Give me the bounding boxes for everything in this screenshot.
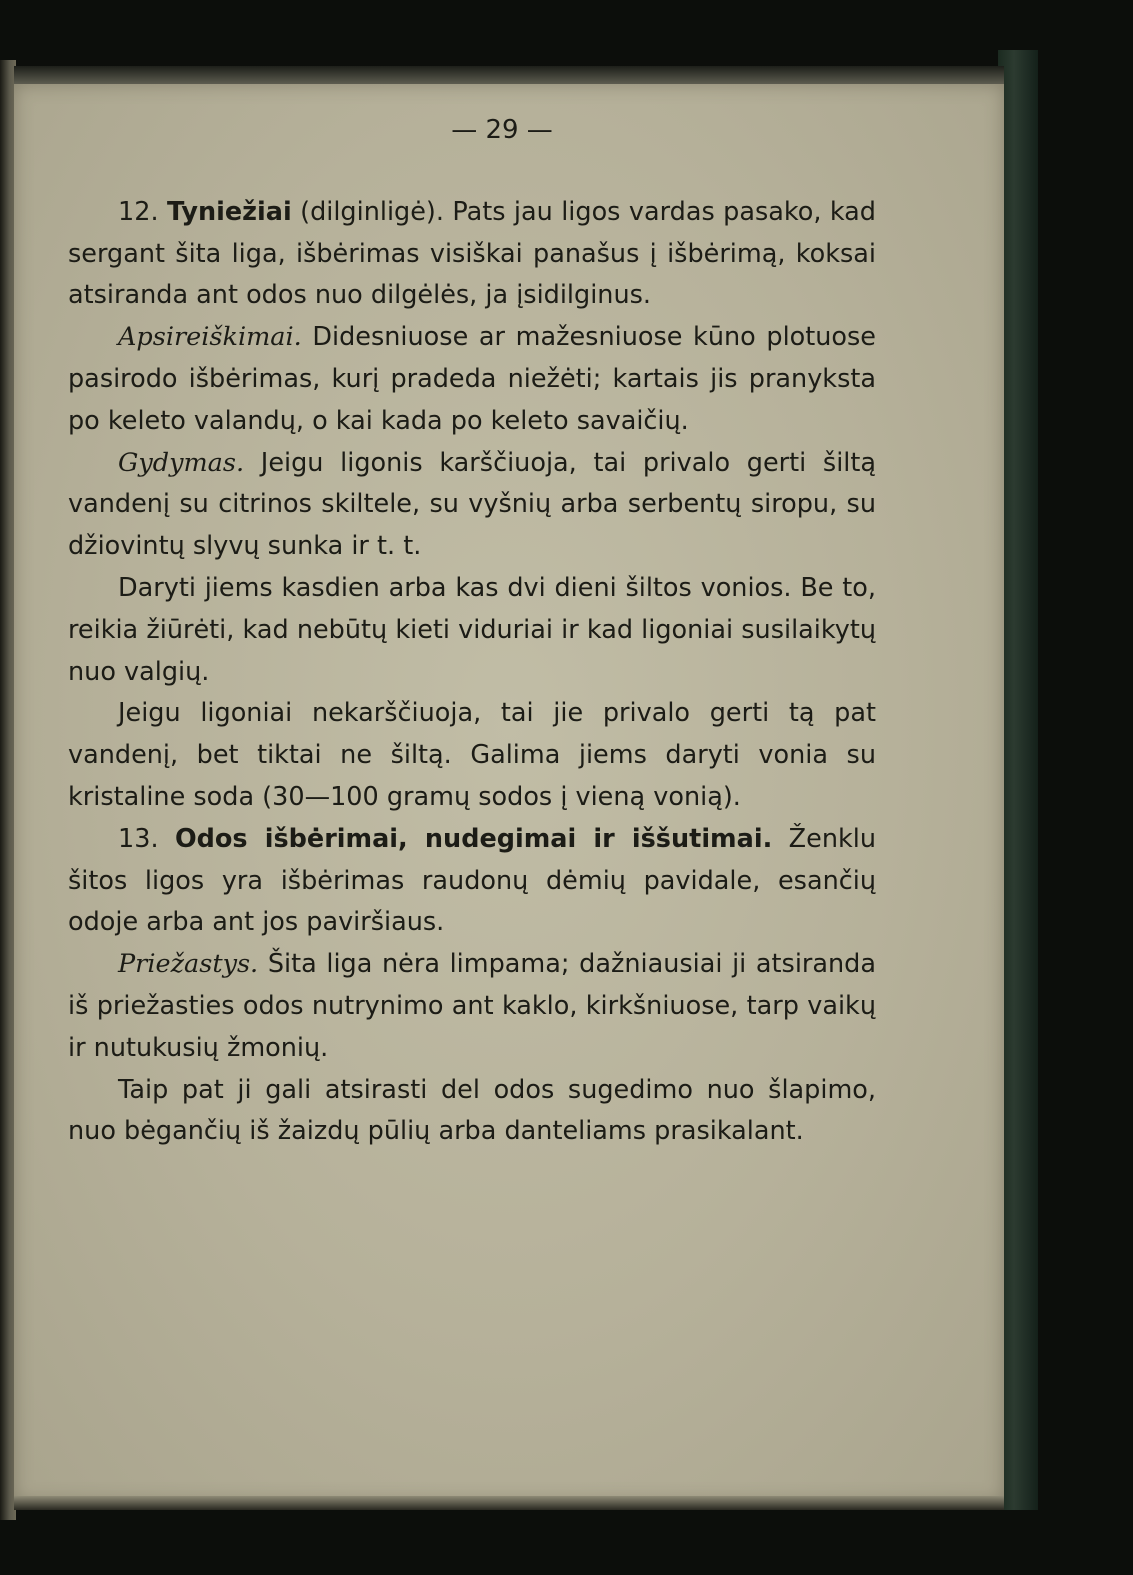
section-13-number: 13. xyxy=(118,823,159,854)
symptoms-heading: Apsireiškimai. xyxy=(118,322,302,353)
page-bottom-shadow xyxy=(14,1496,1004,1510)
section-12-number: 12. xyxy=(118,196,159,227)
book-cover-right-edge xyxy=(998,50,1038,1510)
section-12-title-rest: (dilginligė). Pats jau ligos vardas pasako, kad sergant šita liga, išbėrimas visiškai panašus į išbėrimą, koksai atsiranda ant odos nuo dilgėlės, ja įsidilginus. xyxy=(68,196,876,311)
causes-heading: Priežastys. xyxy=(118,949,259,980)
section-12-title: Tyniežiai xyxy=(166,196,292,227)
causes-paragraph xyxy=(68,944,876,1069)
no-fever-paragraph: Jeigu ligoniai nekarščiuoja, tai jie privalo gerti tą pat vandenį, bet tiktai ne šiltą. Galima jiems daryti vonia su kristaline soda (30—100 gramų sodos į vieną vonią). xyxy=(68,698,876,812)
bath-paragraph: Daryti jiems kasdien arba kas dvi dieni šiltos vonios. Be to, reikia žiūrėti, kad nebūtų kieti viduriai ir kad ligoniai susilaikytų nuo valgių. xyxy=(68,572,876,687)
section-13-title: Odos išbėrimai, nudegimai ir iššutimai. xyxy=(174,823,773,854)
causes-text: Šita liga nėra limpama; dažniausiai ji atsiranda iš priežasties odos nutrynimo ant kaklo, kirkšniuose, tarp vaikų ir nutukusių žmonių. xyxy=(68,949,876,1063)
treatment-text: Jeigu ligonis karščiuoja, tai privalo gerti šiltą vandenį su citrinos skiltele, su vyšnių arba serbentų siropu, su džiovintų slyvų sunka ir t. t. xyxy=(68,447,876,562)
section-13-heading-paragraph xyxy=(68,819,876,944)
treatment-paragraph xyxy=(68,443,876,568)
symptoms-paragraph xyxy=(68,317,876,442)
page-number: — 29 — xyxy=(451,115,553,145)
symptoms-text: Didesniuose ar mažesniuose kūno plotuose pasirodo išbėrimas, kurį pradeda niežėti; kartais jis pranyksta po keleto valandų, o kai kada po keleto savaičių. xyxy=(68,322,876,436)
other-causes-paragraph: Taip pat ji gali atsirasti del odos sugedimo nuo šlapimo, nuo bėgančių iš žaizdų pūlių arba danteliams prasikalant. xyxy=(68,1074,876,1147)
treatment-heading: Gydymas. xyxy=(118,447,245,478)
page-text xyxy=(68,110,876,1153)
section-12-paragraph xyxy=(68,192,876,317)
section-13-intro: Ženklu šitos ligos yra išbėrimas raudonų dėmių pavidale, esančių odoje arba ant jos paviršiaus. xyxy=(68,823,877,938)
